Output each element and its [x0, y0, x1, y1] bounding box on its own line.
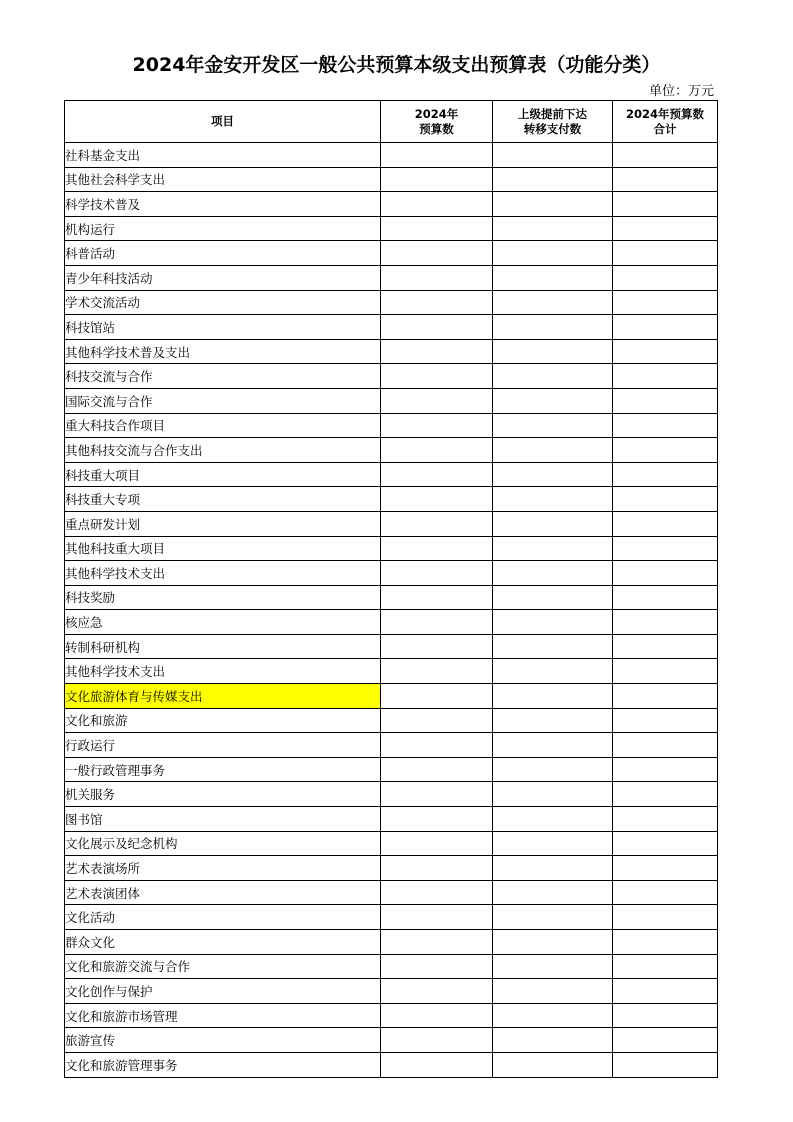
row-total-cell	[613, 733, 718, 758]
row-transfer-cell	[493, 290, 613, 315]
table-row	[65, 979, 718, 1004]
row-transfer-cell	[493, 413, 613, 438]
row-item-name: 其他社会科学支出	[65, 167, 381, 192]
row-total-cell	[613, 265, 718, 290]
row-total-cell	[613, 684, 718, 709]
row-transfer-cell	[493, 167, 613, 192]
page-title: 2024年金安开发区一般公共预算本级支出预算表（功能分类）	[132, 54, 661, 76]
row-transfer-cell	[493, 1052, 613, 1077]
row-budget-cell	[381, 684, 493, 709]
row-transfer-cell	[493, 438, 613, 463]
table-row	[65, 831, 718, 856]
row-transfer-cell	[493, 831, 613, 856]
row-total-cell	[613, 634, 718, 659]
table-row	[65, 143, 718, 168]
row-item-name: 文化创作与保护	[65, 979, 381, 1004]
table-row	[65, 561, 718, 586]
row-transfer-cell	[493, 561, 613, 586]
row-budget-cell	[381, 265, 493, 290]
row-transfer-cell	[493, 979, 613, 1004]
table-row	[65, 167, 718, 192]
row-total-cell	[613, 167, 718, 192]
row-item-name: 群众文化	[65, 930, 381, 955]
row-item-name: 文化和旅游	[65, 708, 381, 733]
row-total-cell	[613, 856, 718, 881]
row-item-name: 核应急	[65, 610, 381, 635]
row-item-name: 旅游宣传	[65, 1028, 381, 1053]
row-budget-cell	[381, 290, 493, 315]
row-budget-cell	[381, 610, 493, 635]
header-budget	[381, 101, 493, 143]
row-item-name: 艺术表演场所	[65, 856, 381, 881]
table-row	[65, 290, 718, 315]
row-item-name: 文化和旅游管理事务	[65, 1052, 381, 1077]
row-budget-cell	[381, 192, 493, 217]
row-budget-cell	[381, 831, 493, 856]
row-total-cell	[613, 659, 718, 684]
row-item-name: 机构运行	[65, 216, 381, 241]
row-item-name: 重点研发计划	[65, 511, 381, 536]
row-total-cell	[613, 339, 718, 364]
table-row	[65, 216, 718, 241]
table-row	[65, 487, 718, 512]
row-transfer-cell	[493, 684, 613, 709]
table-row	[65, 511, 718, 536]
row-item-name: 其他科技交流与合作支出	[65, 438, 381, 463]
table-row	[65, 388, 718, 413]
row-budget-cell	[381, 511, 493, 536]
row-total-cell	[613, 1052, 718, 1077]
row-budget-cell	[381, 1028, 493, 1053]
header-transfer-line2: 转移支付数	[523, 121, 582, 136]
row-budget-cell	[381, 930, 493, 955]
row-budget-cell	[381, 782, 493, 807]
table-row	[65, 905, 718, 930]
table-row	[65, 684, 718, 709]
row-item-name: 科学技术普及	[65, 192, 381, 217]
row-budget-cell	[381, 954, 493, 979]
row-transfer-cell	[493, 339, 613, 364]
row-total-cell	[613, 610, 718, 635]
row-transfer-cell	[493, 634, 613, 659]
table-row	[65, 241, 718, 266]
row-total-cell	[613, 192, 718, 217]
row-budget-cell	[381, 585, 493, 610]
row-item-name: 转制科研机构	[65, 634, 381, 659]
table-row	[65, 708, 718, 733]
row-budget-cell	[381, 561, 493, 586]
row-transfer-cell	[493, 143, 613, 168]
row-item-name: 图书馆	[65, 807, 381, 832]
table-row	[65, 1028, 718, 1053]
row-item-name: 青少年科技活动	[65, 265, 381, 290]
row-transfer-cell	[493, 241, 613, 266]
row-transfer-cell	[493, 487, 613, 512]
row-budget-cell	[381, 733, 493, 758]
row-transfer-cell	[493, 856, 613, 881]
table-row	[65, 954, 718, 979]
row-transfer-cell	[493, 905, 613, 930]
row-total-cell	[613, 216, 718, 241]
row-transfer-cell	[493, 733, 613, 758]
row-total-cell	[613, 438, 718, 463]
row-budget-cell	[381, 708, 493, 733]
row-total-cell	[613, 487, 718, 512]
row-item-name: 文化和旅游交流与合作	[65, 954, 381, 979]
row-item-name: 行政运行	[65, 733, 381, 758]
row-total-cell	[613, 561, 718, 586]
row-item-name: 艺术表演团体	[65, 880, 381, 905]
row-total-cell	[613, 290, 718, 315]
row-item-name: 科技重大项目	[65, 462, 381, 487]
table-row	[65, 610, 718, 635]
table-row	[65, 1052, 718, 1077]
table-row	[65, 782, 718, 807]
row-transfer-cell	[493, 954, 613, 979]
row-item-name: 社科基金支出	[65, 143, 381, 168]
row-item-name: 学术交流活动	[65, 290, 381, 315]
row-budget-cell	[381, 241, 493, 266]
row-total-cell	[613, 708, 718, 733]
row-item-name: 国际交流与合作	[65, 388, 381, 413]
row-item-name: 文化和旅游市场管理	[65, 1003, 381, 1028]
row-transfer-cell	[493, 536, 613, 561]
row-item-name: 科技奖励	[65, 585, 381, 610]
row-budget-cell	[381, 757, 493, 782]
table-row	[65, 807, 718, 832]
table-row	[65, 757, 718, 782]
row-transfer-cell	[493, 782, 613, 807]
row-item-name: 重大科技合作项目	[65, 413, 381, 438]
row-item-name: 文化旅游体育与传媒支出	[65, 684, 381, 709]
row-budget-cell	[381, 216, 493, 241]
row-item-name: 其他科技重大项目	[65, 536, 381, 561]
table-row	[65, 1003, 718, 1028]
row-transfer-cell	[493, 807, 613, 832]
row-item-name: 一般行政管理事务	[65, 757, 381, 782]
row-transfer-cell	[493, 659, 613, 684]
table-row	[65, 315, 718, 340]
row-transfer-cell	[493, 364, 613, 389]
row-transfer-cell	[493, 757, 613, 782]
row-total-cell	[613, 315, 718, 340]
row-item-name: 其他科学技术支出	[65, 561, 381, 586]
table-row	[65, 634, 718, 659]
header-transfer-line1: 上级提前下达	[518, 106, 587, 121]
row-total-cell	[613, 880, 718, 905]
header-row	[65, 101, 718, 143]
row-item-name: 文化活动	[65, 905, 381, 930]
row-budget-cell	[381, 339, 493, 364]
row-total-cell	[613, 241, 718, 266]
table-row	[65, 265, 718, 290]
row-budget-cell	[381, 807, 493, 832]
row-total-cell	[613, 462, 718, 487]
row-budget-cell	[381, 880, 493, 905]
row-budget-cell	[381, 388, 493, 413]
row-budget-cell	[381, 487, 493, 512]
row-total-cell	[613, 143, 718, 168]
table-row	[65, 659, 718, 684]
row-transfer-cell	[493, 1003, 613, 1028]
row-item-name: 其他科学技术普及支出	[65, 339, 381, 364]
row-transfer-cell	[493, 708, 613, 733]
table-row	[65, 438, 718, 463]
table-row	[65, 536, 718, 561]
row-transfer-cell	[493, 216, 613, 241]
row-total-cell	[613, 1028, 718, 1053]
row-total-cell	[613, 585, 718, 610]
row-total-cell	[613, 511, 718, 536]
row-total-cell	[613, 807, 718, 832]
row-total-cell	[613, 536, 718, 561]
table-body	[65, 143, 718, 1078]
row-budget-cell	[381, 364, 493, 389]
row-budget-cell	[381, 413, 493, 438]
row-transfer-cell	[493, 585, 613, 610]
row-total-cell	[613, 930, 718, 955]
row-transfer-cell	[493, 511, 613, 536]
row-transfer-cell	[493, 1028, 613, 1053]
table-row	[65, 364, 718, 389]
row-budget-cell	[381, 1003, 493, 1028]
table-row	[65, 930, 718, 955]
row-budget-cell	[381, 167, 493, 192]
row-budget-cell	[381, 659, 493, 684]
table-row	[65, 462, 718, 487]
row-total-cell	[613, 757, 718, 782]
row-total-cell	[613, 388, 718, 413]
header-total-line1: 2024年预算数	[625, 106, 704, 121]
row-budget-cell	[381, 536, 493, 561]
row-budget-cell	[381, 634, 493, 659]
header-budget-line1: 2024年	[414, 106, 459, 121]
table-header	[65, 101, 718, 143]
row-transfer-cell	[493, 880, 613, 905]
row-item-name: 科技交流与合作	[65, 364, 381, 389]
row-total-cell	[613, 1003, 718, 1028]
row-item-name: 科普活动	[65, 241, 381, 266]
row-budget-cell	[381, 1052, 493, 1077]
row-budget-cell	[381, 979, 493, 1004]
table-row	[65, 856, 718, 881]
table-row	[65, 413, 718, 438]
row-item-name: 机关服务	[65, 782, 381, 807]
row-total-cell	[613, 954, 718, 979]
table-row	[65, 192, 718, 217]
row-transfer-cell	[493, 930, 613, 955]
table-row	[65, 339, 718, 364]
row-total-cell	[613, 364, 718, 389]
row-transfer-cell	[493, 192, 613, 217]
row-transfer-cell	[493, 388, 613, 413]
header-item	[65, 101, 381, 143]
row-item-name: 科技重大专项	[65, 487, 381, 512]
row-item-name: 文化展示及纪念机构	[65, 831, 381, 856]
row-budget-cell	[381, 462, 493, 487]
row-total-cell	[613, 782, 718, 807]
row-item-name: 科技馆站	[65, 315, 381, 340]
budget-table	[64, 100, 718, 1078]
row-budget-cell	[381, 143, 493, 168]
row-total-cell	[613, 905, 718, 930]
row-transfer-cell	[493, 610, 613, 635]
row-total-cell	[613, 413, 718, 438]
row-transfer-cell	[493, 315, 613, 340]
row-item-name: 其他科学技术支出	[65, 659, 381, 684]
row-budget-cell	[381, 905, 493, 930]
header-total	[613, 101, 718, 143]
row-transfer-cell	[493, 462, 613, 487]
row-budget-cell	[381, 438, 493, 463]
unit-label: 单位：万元	[648, 84, 714, 99]
header-item-label: 项目	[211, 114, 234, 128]
header-transfer	[493, 101, 613, 143]
table-row	[65, 585, 718, 610]
header-total-line2: 合计	[653, 121, 677, 136]
table-row	[65, 733, 718, 758]
row-budget-cell	[381, 856, 493, 881]
row-total-cell	[613, 979, 718, 1004]
row-transfer-cell	[493, 265, 613, 290]
table-row	[65, 880, 718, 905]
header-budget-line2: 预算数	[419, 121, 454, 136]
row-total-cell	[613, 831, 718, 856]
row-budget-cell	[381, 315, 493, 340]
